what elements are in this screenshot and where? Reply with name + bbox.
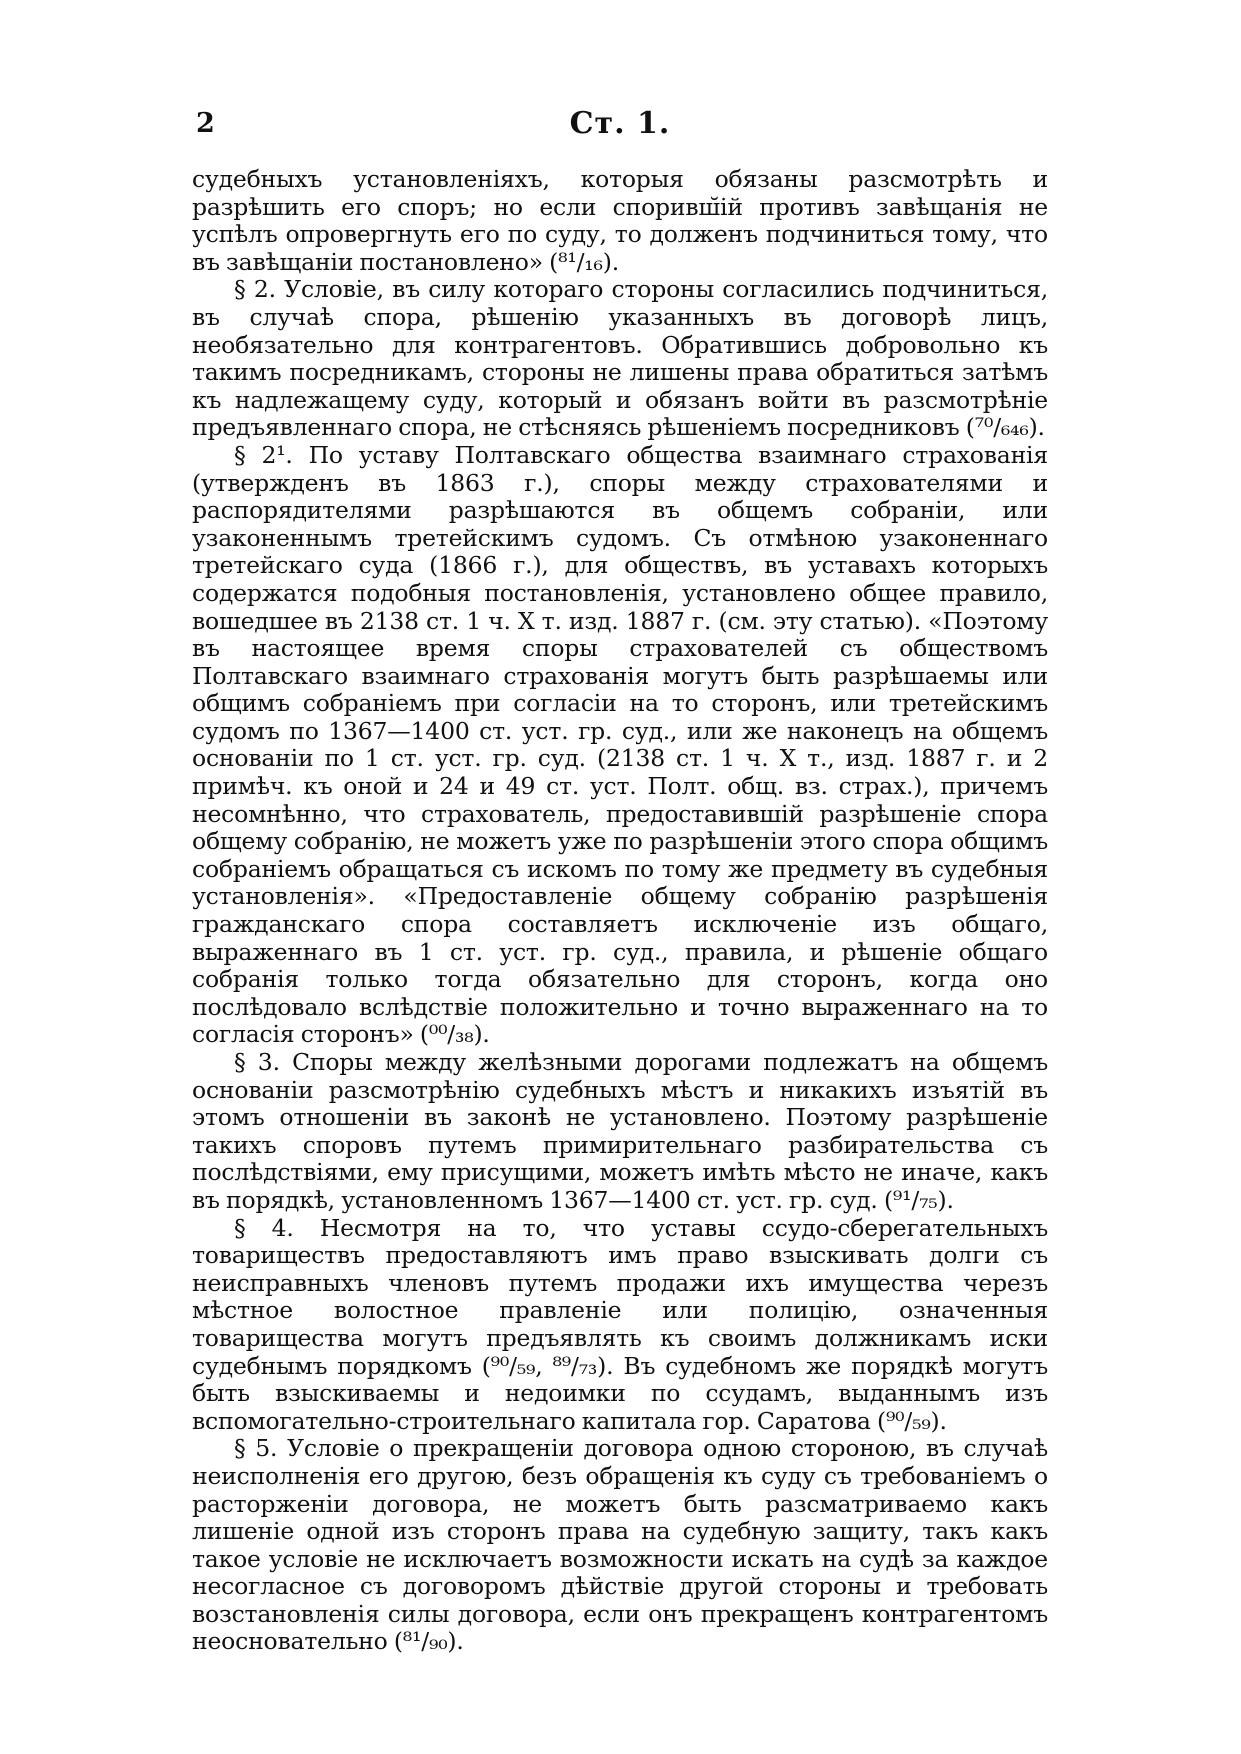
paragraph-section-4: § 4. Несмотря на то, что уставы ссудо-сберегательныхъ товариществъ предоставляютъ имъ право взыскивать долги съ неисправныхъ членовъ путемъ продажи ихъ имущества черезъ мѣстное волостное правленіе или полицію, означенныя товарищества могутъ предъявлять къ своимъ должникамъ иски судебнымъ порядкомъ (⁹⁰/₅₉, ⁸⁹/₇₃). Въ судебномъ же порядкѣ могутъ быть взыскиваемы и недоимки по ссудамъ, выданнымъ изъ вспомогательно-строительнаго капитала гор. Саратова (⁹⁰/₅₉). <box>192 1213 1048 1435</box>
paragraph-section-3: § 3. Споры между желѣзными дорогами подлежатъ на общемъ основаніи разсмотрѣнію судебныхъ мѣстъ и никакихъ изъятій въ этомъ отношеніи въ законѣ не установлено. Поэтому разрѣшеніе такихъ споровъ путемъ примирительнаго разбирательства съ послѣдствіями, ему присущими, можетъ имѣть мѣсто не иначе, какъ въ порядкѣ, установленномъ 1367—1400 ст. уст. гр. суд. (⁹¹/₇₅). <box>192 1048 1048 1214</box>
paragraph-continuation: судебныхъ установленіяхъ, которыя обязаны разсмотрѣть и разрѣшить его споръ; но если споривш̆ій противъ завѣщанія не успѣлъ опровергнуть его по суду, то долженъ подчиниться тому, что въ завѣщаніи постановлено» (⁸¹/₁₆). <box>192 165 1048 276</box>
paragraph-section-5: § 5. Условіе о прекращеніи договора одною стороною, въ случаѣ неисполненія его другою, безъ обращенія къ суду съ требованіемъ о расторженіи договора, не можетъ быть разсматриваемо какъ лишеніе одной изъ сторонъ права на судебную защиту, такъ какъ такое условіе не исключаетъ возможности искать на судѣ за каждое несогласное съ договоромъ дѣйствіе другой стороны и требовать возстановленія силы договора, если онъ прекращенъ контрагентомъ неосновательно (⁸¹/₉₀). <box>192 1434 1048 1656</box>
page-number: 2 <box>196 108 215 139</box>
paragraph-section-2-1: § 2¹. По уставу Полтавскаго общества взаимнаго страхованія (утвержденъ въ 1863 г.), споры между страхователями и распорядителями разрѣшаются въ общемъ собраніи, или узаконеннымъ третейскимъ судомъ. Съ отмѣною узаконеннаго третейскаго суда (1866 г.), для обществъ, въ уставахъ которыхъ содержатся подобныя постановленія, установлено общее правило, вошедшее въ 2138 ст. 1 ч. X т. изд. 1887 г. (см. эту статью). «Поэтому въ настоящее время споры страхователей съ обществомъ Полтавскаго взаимнаго страхованія могутъ быть разрѣшаемы или общимъ собраніемъ при согласіи на то сторонъ, или третейскимъ судомъ по 1367—1400 ст. уст. гр. суд., или же наконецъ на общемъ основаніи по 1 ст. уст. гр. суд. (2138 ст. 1 ч. X т., изд. 1887 г. и 2 примѣч. къ оной и 24 и 49 ст. уст. Полт. общ. вз. страх.), причемъ несомнѣнно, что страхователь, предоставившій разрѣшеніе спора общему собранію, не можетъ уже по разрѣшеніи этого спора общимъ собраніемъ обращаться съ искомъ по тому же предмету въ судебныя установленія». «Предоставленіе общему собранію разрѣшенія гражданскаго спора составляетъ исключеніе изъ общаго, выраженнаго въ 1 ст. уст. гр. суд., правила, и рѣшеніе общаго собранія только тогда обязательно для сторонъ, когда оно послѣдовало вслѣдствіе положительно и точно выраженнаго на то согласія сторонъ» (⁰⁰/₃₈). <box>192 440 1048 1049</box>
body-text <box>192 166 1048 1656</box>
document-page <box>192 100 1048 1656</box>
article-title: Ст. 1. <box>569 106 671 141</box>
page-header <box>192 100 1048 150</box>
paragraph-section-2: § 2. Условіе, въ силу котораго стороны согласились подчиниться, въ случаѣ спора, рѣшенію указанныхъ въ договорѣ лицъ, необязательно для контрагентовъ. Обратившись добровольно къ такимъ посредникамъ, стороны не лишены права обратиться затѣмъ къ надлежащему суду, который и обязанъ войти въ разсмотрѣніе предъявленнаго спора, не стѣсняясь рѣшеніемъ посредниковъ (⁷⁰/₆₄₆). <box>192 275 1048 442</box>
